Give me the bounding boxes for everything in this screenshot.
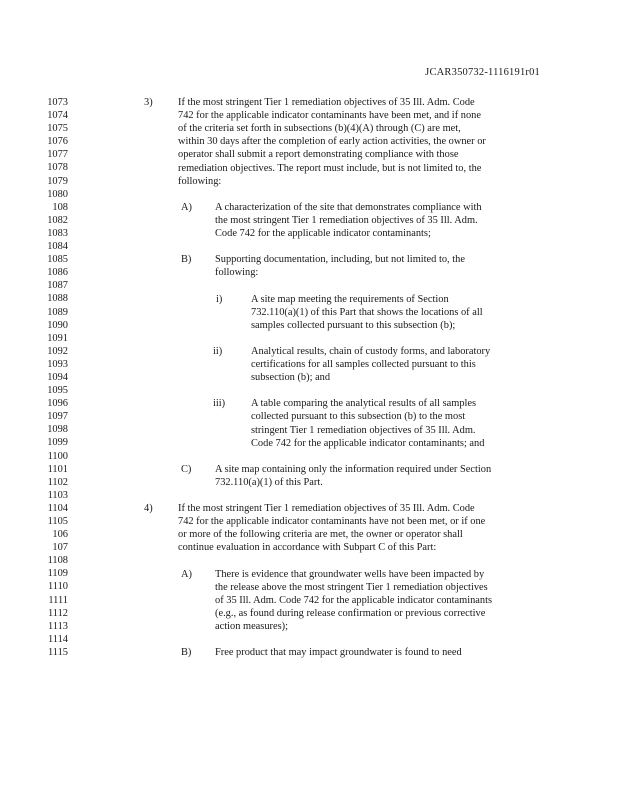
- item-text-line: 732.110(a)(1) of this Part.: [215, 476, 323, 488]
- line-number: 1101: [47, 463, 68, 475]
- line-number: 1103: [47, 489, 68, 501]
- line-number: 1111: [48, 594, 68, 606]
- line-number: 1094: [47, 371, 68, 383]
- item-text-line: Free product that may impact groundwater is found to need: [215, 647, 462, 659]
- item-text-line: within 30 days after the completion of early action activities, the owner or: [178, 136, 486, 148]
- item-text-line: 742 for the applicable indicator contaminants have not been met, or if one: [178, 516, 486, 528]
- item-text-line: There is evidence that groundwater wells have been impacted by: [215, 568, 485, 580]
- line-number: 1104: [47, 502, 68, 514]
- line-number: 1115: [47, 646, 68, 658]
- item-text-line: If the most stringent Tier 1 remediation objectives of 35 Ill. Adm. Code: [178, 97, 475, 108]
- line-number: 1078: [47, 162, 68, 174]
- line-number: 1092: [47, 345, 68, 357]
- line-number: 1112: [47, 607, 68, 619]
- item-text-line: Supporting documentation, including, but not limited to, the: [215, 254, 465, 266]
- item-label: 3): [144, 97, 153, 108]
- line-number: 1088: [47, 293, 68, 305]
- item-text-line: the most stringent Tier 1 remediation objectives of 35 Ill. Adm.: [215, 214, 478, 226]
- item-text-line: remediation objectives. The report must include, but is not limited to, the: [178, 162, 482, 174]
- line-number-column: [28, 96, 68, 659]
- line-number: 1095: [47, 385, 68, 397]
- line-number: 1097: [47, 411, 68, 423]
- line-number: 1105: [47, 516, 68, 527]
- line-number: 1077: [47, 149, 68, 161]
- item-text-line: stringent Tier 1 remediation objectives of 35 Ill. Adm.: [251, 424, 476, 436]
- line-number: 1074: [47, 110, 68, 122]
- line-number: 1098: [47, 424, 68, 436]
- line-number: 1109: [47, 568, 68, 580]
- item-text-line: following:: [215, 267, 259, 279]
- item-text-line: Analytical results, chain of custody forms, and laboratory: [251, 345, 491, 357]
- line-number: 1089: [47, 306, 68, 318]
- line-number: 1108: [47, 555, 68, 567]
- line-number: 1090: [47, 319, 68, 331]
- line-number: 1083: [47, 227, 68, 239]
- item-text-line: the release above the most stringent Tier 1 remediation objectives: [215, 581, 488, 593]
- item-text-line: subsection (b); and: [251, 372, 331, 384]
- item-label: i): [216, 293, 223, 305]
- item-text-line: continue evaluation in accordance with Subpart C of this Part:: [178, 542, 437, 554]
- line-number: 1100: [47, 450, 68, 462]
- item-text-line: 732.110(a)(1) of this Part that shows the locations of all: [251, 306, 483, 318]
- line-number: 1087: [47, 280, 68, 292]
- item-label: ii): [213, 345, 223, 357]
- line-number: 1079: [47, 175, 68, 187]
- item-label: 4): [144, 503, 153, 515]
- item-label: A): [181, 568, 192, 580]
- line-number: 1114: [47, 633, 68, 645]
- item-label: iii): [213, 398, 226, 410]
- item-text-line: A characterization of the site that demonstrates compliance with: [215, 201, 482, 213]
- line-number: 1073: [47, 97, 68, 108]
- item-text-line: 742 for the applicable indicator contaminants have been met, and if none: [178, 110, 481, 122]
- line-number: 1099: [47, 437, 68, 449]
- line-number: 1091: [47, 332, 68, 344]
- item-text-line: or more of the following criteria are met, the owner or operator shall: [178, 529, 463, 541]
- item-text-line: samples collected pursuant to this subsection (b);: [251, 319, 456, 331]
- line-number: 1085: [47, 254, 68, 266]
- item-text-line: (e.g., as found during release confirmation or previous corrective: [215, 607, 486, 619]
- item-text-line: of the criteria set forth in subsections (b)(4)(A) through (C) are met,: [178, 123, 461, 135]
- item-label: A): [181, 201, 192, 213]
- item-text-line: action measures);: [215, 621, 288, 632]
- line-number: 1093: [47, 358, 68, 370]
- line-number: 1110: [47, 581, 68, 593]
- line-number: 1096: [47, 398, 68, 410]
- line-number: 1084: [47, 241, 68, 253]
- item-text-line: Code 742 for the applicable indicator contaminants; and: [251, 437, 485, 449]
- line-number: 1076: [47, 136, 68, 148]
- item-label: B): [181, 647, 192, 659]
- item-text-line: of 35 Ill. Adm. Code 742 for the applicable indicator contaminants: [215, 594, 493, 606]
- line-number: 1075: [47, 123, 68, 135]
- line-number: 108: [52, 201, 68, 213]
- item-text-line: If the most stringent Tier 1 remediation objectives of 35 Ill. Adm. Code: [178, 503, 475, 515]
- line-number: 106: [52, 529, 68, 541]
- line-number: 1102: [47, 476, 68, 488]
- item-text-line: operator shall submit a report demonstrating compliance with those: [178, 149, 459, 161]
- item-text-line: following:: [178, 175, 222, 187]
- item-label: B): [181, 254, 192, 266]
- line-number: 1113: [47, 620, 68, 632]
- item-text-line: certifications for all samples collected pursuant to this: [251, 359, 476, 370]
- item-text-line: A site map meeting the requirements of Section: [251, 293, 449, 305]
- line-number: 1080: [47, 188, 68, 200]
- item-label: C): [181, 463, 192, 475]
- item-text-line: collected pursuant to this subsection (b) to the most: [251, 411, 466, 423]
- item-text-line: Code 742 for the applicable indicator contaminants;: [215, 228, 431, 239]
- line-number: 107: [52, 542, 68, 554]
- line-number: 1086: [47, 267, 68, 279]
- document-id-header: JCAR350732-1116191r01: [425, 67, 540, 78]
- item-text-line: A table comparing the analytical results of all samples: [251, 398, 477, 410]
- item-text-line: A site map containing only the information required under Section: [215, 463, 492, 475]
- line-number: 1082: [47, 214, 68, 226]
